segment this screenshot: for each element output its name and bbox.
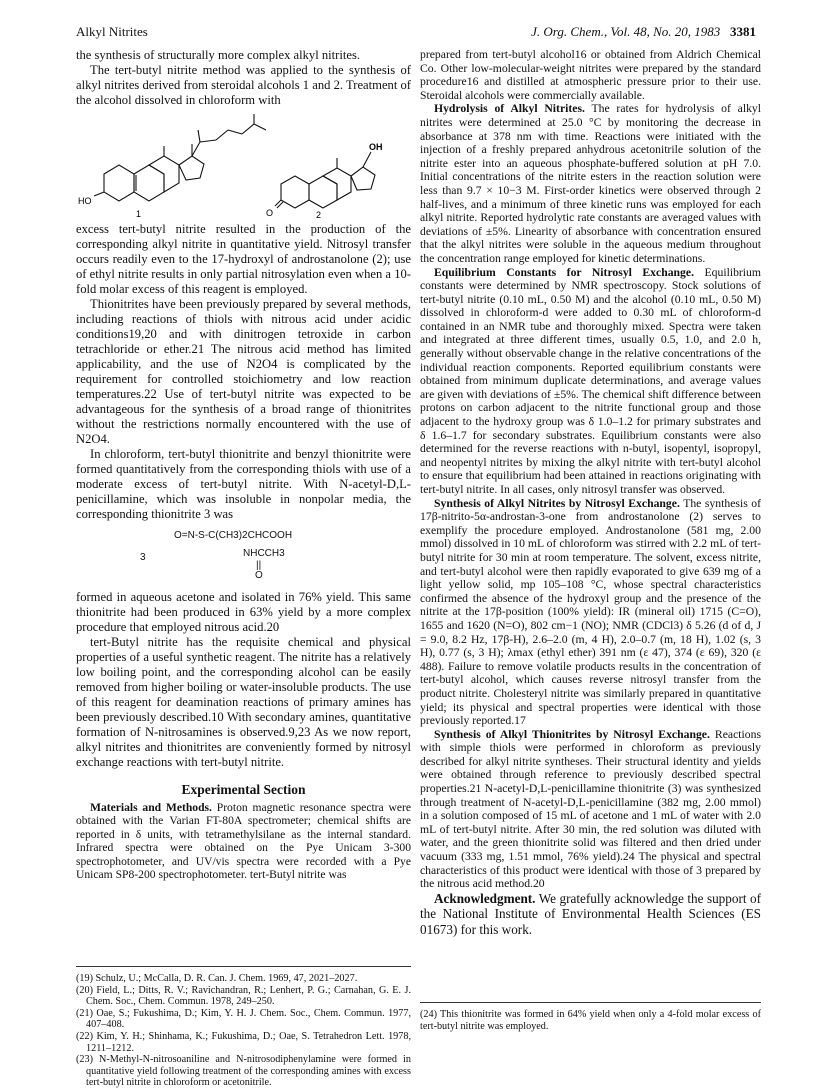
paragraph: the synthesis of structurally more complex alkyl nitrites. bbox=[76, 48, 360, 62]
structure-line: O=N-S-C(CH3)2CHCOOH bbox=[174, 530, 293, 541]
paragraph: tert-Butyl nitrite has the requisite chemical and physical properties of a useful synthetic reagent. The nitrite has a relatively low boiling point, and the corresponding alcohol can be easily removed from higher boiling or water-insoluble products. The use of this reagent for deamination reactions of primary amines has been previously described.10 With secondary amines, quantitative formation of N-nitrosamines is observed.9,23 As we now report, alkyl nitrites and thionitrites are conveniently formed by nitrosyl exchange reactions with tert-butyl nitrite. bbox=[76, 635, 411, 769]
section-title: Experimental Section bbox=[181, 782, 306, 797]
paragraph-text: The synthesis of 17β-nitrito-5α-androstan-3-one from androstanolone (2) serves to exemplify the procedure employed. Androstanolone (581 mg, 2.00 mmol) dissolved in 10 mL of chloroform was stirred with 2.2 mL of tert-butyl nitrite for 30 min at room temperature. The solvent, excess nitrite, and tert-butyl alcohol were then rapidly evaporated to give 639 mg of a light yellow solid, mp 105–108 °C, whose spectral characteristics confirmed the absence of the hydroxyl group and the presence of the nitrite at the 17β-position (100% yield): IR (mineral oil) 1715 (C=O), 1655 and 1620 (N=O), 802 cm−1 (NO); NMR (CDCl3) δ 5.26 (d of d, J = 9.0, 8.2 Hz, 17β-H), 2.6–2.0 (m, 4 H), 2.0–0.7 (m, 18 H), 1.02 (s, 3 H), 0.77 (s, 3 H); λmax (ethyl ether) 391 nm (ε 47), 374 (ε 69), 320 (ε 488). Failure to remove volatile products results in the concentration of tert-butyl alcohol, which causes reverse nitrosyl transfer from the product nitrite. Cholesteryl nitrite was similarly prepared in quantitative yield; its physical and spectral properties were identical with those previously reported.17 bbox=[420, 496, 761, 728]
thionitrite-structure-3 bbox=[76, 526, 411, 586]
run-in-heading: Acknowledgment. bbox=[434, 890, 536, 906]
ring-d-2 bbox=[351, 167, 375, 190]
run-in-heading: Materials and Methods. bbox=[90, 801, 212, 814]
structure-oxygen: O bbox=[255, 570, 263, 581]
paragraph bbox=[76, 801, 411, 881]
paragraph: excess tert-butyl nitrite resulted in the production of the corresponding alkyl nitrite in quantitative yield. Nitrosyl transfer occurs readily even to the 17-hydroxyl of androstanolone (2); use of ethyl nitrite results in only partial nitrosylation even when a 10-fold molar excess of this reagent is employed. bbox=[76, 222, 411, 296]
paragraph bbox=[420, 266, 761, 497]
ring-b-2 bbox=[309, 176, 337, 208]
right-column bbox=[420, 48, 761, 937]
run-in-heading: Hydrolysis of Alkyl Nitrites. bbox=[434, 102, 585, 116]
footnote: (21) Oae, S.; Fukushima, D.; Kim, Y. H. J. Chem. Soc., Chem. Commun. 1977, 407–408. bbox=[76, 1007, 411, 1031]
steroid-structures-figure bbox=[76, 112, 411, 220]
journal-name: J. Org. Chem., Vol. 48, No. 20, 1983 bbox=[531, 24, 721, 39]
paragraph-text: We gratefully acknowledge the support of the National Institute of Environmental Health Sciences (ES 01673) for this work. bbox=[420, 890, 761, 937]
structure-line: NHCCH3 bbox=[243, 548, 285, 559]
running-header bbox=[76, 24, 756, 42]
journal-citation bbox=[531, 24, 756, 40]
hydroxyl-label: HO bbox=[78, 196, 92, 206]
ring-c-2 bbox=[323, 168, 351, 200]
run-in-heading: Synthesis of Alkyl Thionitrites by Nitrosyl Exchange. bbox=[434, 727, 710, 741]
hydroxyl-label-17: OH bbox=[369, 142, 383, 152]
ketone-label: O bbox=[266, 208, 274, 218]
double-bond: || bbox=[256, 560, 262, 571]
paragraph: prepared from tert-butyl alcohol16 or obtained from Aldrich Chemical Co. Other low-molecular-weight nitrites were prepared by the standard procedure16 and distilled at atmospheric pressure prior to their use. Steroidal alcohols were commercially available. bbox=[420, 48, 761, 102]
paragraph bbox=[420, 497, 761, 728]
ring-b bbox=[134, 165, 164, 201]
left-column bbox=[76, 48, 411, 881]
footnote-rule bbox=[76, 966, 411, 967]
running-title: Alkyl Nitrites bbox=[76, 24, 148, 39]
footnote: (22) Kim, Y. H.; Shinhama, K.; Fukushima, D.; Oae, S. Tetrahedron Lett. 1978, 1211–1212. bbox=[76, 1030, 411, 1054]
paragraph-text: The rates for hydrolysis of alkyl nitrites were determined at 25.0 °C by monitoring the decrease in absorbance at 378 nm with time. Reactions were initiated with the injection of a freshly prepared anhydrous acetonitrile solution of the nitrite ester into an aqueous phosphate-buffered solution at pH 7.0. Initial concentrations of the nitrite esters in the reaction solution were less than 9.7 × 10−3 M. First-order kinetics were observed through 2 half-lives, and a minimum of three kinetic runs was employed for each alkyl nitrite. Reported hydrolytic rate constants are averaged values with deviations of ±5%. Linearity of absorbance with concentration ensured that the alkyl nitrites were soluble in the aqueous medium throughout the concentration range employed for kinetic determinations. bbox=[420, 102, 761, 265]
ring-a bbox=[104, 165, 134, 201]
paragraph: The tert-butyl nitrite method was applied to the synthesis of alkyl nitrites derived from steroidal alcohols 1 and 2. Treatment of the alcohol dissolved in chloroform with bbox=[76, 63, 411, 107]
footnote-rule bbox=[420, 1002, 761, 1003]
compound-number-1: 1 bbox=[136, 209, 142, 219]
compound-number-2: 2 bbox=[316, 210, 322, 220]
page-number: 3381 bbox=[730, 24, 756, 39]
paragraph-text: Proton magnetic resonance spectra were obtained with the Varian FT-80A spectrometer; chemical shifts are reported in δ units, with tetramethylsilane as the internal standard. Infrared spectra were obtained on the Pye Unicam 3-300 spectrophotometer, and UV/vis spectra were recorded with a Pye Unicam SP8-200 spectrophotometer. tert-Butyl nitrite was bbox=[76, 801, 412, 882]
footnote: (19) Schulz, U.; McCalla, D. R. Can. J. Chem. 1969, 47, 2021–2027. bbox=[76, 973, 358, 984]
acknowledgment bbox=[420, 891, 761, 938]
ring-c bbox=[149, 156, 179, 192]
run-in-heading: Synthesis of Alkyl Nitrites by Nitrosyl Exchange. bbox=[434, 496, 680, 510]
footnotes-left bbox=[76, 966, 411, 1089]
paragraph bbox=[420, 728, 761, 891]
ring-d bbox=[179, 156, 204, 180]
run-in-heading: Equilibrium Constants for Nitrosyl Exchange. bbox=[434, 265, 695, 279]
paragraph: Thionitrites have been previously prepared by several methods, including reactions of thiols with nitrous acid under acidic conditions19,20 and with dinitrogen tetroxide in carbon tetrachloride or ether.21 The nitrous acid method has limited applicability, and the use of N2O4 is complicated by the requirement for controlled stoichiometry and low reaction temperatures.22 Use of tert-butyl nitrite was expected to be advantageous for the synthesis of a broad range of thionitrites without the restrictions normally encountered with the use of N2O4. bbox=[76, 297, 411, 446]
compound-number-3: 3 bbox=[140, 552, 146, 563]
paragraph-text: Reactions with simple thiols were performed in chloroform as previously described for alkyl nitrite syntheses. Their structural identity and yields were obtained through reference to previously described spectral properties.21 N-acetyl-D,L-penicillamine thionitrite (3) was synthesized through treatment of N-acetyl-D,L-penicillamine (382 mg, 2.00 mmol) in a solution composed of 15 mL of acetone and 1 mL of water with 2.0 mL of tert-butyl nitrite. After 30 min, the red solution was diluted with water, and the green thionitrite solid was filtered and then dried under vacuum (333 mg, 1.51 mmol, 76% yield).24 The physical and spectral characteristics of this product were identical with those of 3 prepared by the nitrous acid method.20 bbox=[420, 727, 761, 891]
footnote: (23) N-Methyl-N-nitrosoaniline and N-nitrosodiphenylamine were formed in quantitative yield following treatment of the corresponding amines with excess tert-butyl nitrite in chloroform or acetonitrile. bbox=[76, 1054, 411, 1089]
paragraph: In chloroform, tert-butyl thionitrite and benzyl thionitrite were formed quantitatively from the corresponding thiols with use of a moderate excess of tert-butyl nitrite. With N-acetyl-D,L-penicillamine, which was insoluble in nonpolar media, the corresponding thionitrite 3 was bbox=[76, 447, 411, 521]
ring-a-2 bbox=[281, 176, 309, 208]
footnotes-right bbox=[420, 1002, 761, 1032]
paragraph: formed in aqueous acetone and isolated in 76% yield. This same thionitrite had been produced in 63% yield by a more complex procedure that employed nitrous acid.20 bbox=[76, 590, 411, 634]
footnote: (20) Field, L.; Ditts, R. V.; Ravichandran, R.; Lenhert, P. G.; Carnahan, G. E. J. Chem. Soc., Chem. Commun. 1978, 249–250. bbox=[76, 984, 411, 1008]
footnote: (24) This thionitrite was formed in 64% yield when only a 4-fold molar excess of tert-butyl nitrite was employed. bbox=[420, 1009, 761, 1032]
paragraph bbox=[420, 102, 761, 265]
paragraph-text: Equilibrium constants were determined by NMR spectroscopy. Stock solutions of tert-butyl nitrite (0.10 mL, 0.50 M) and the alcohol (0.10 mL, 0.50 M) dissolved in chloroform-d were added to 0.30 mL of chloroform-d contained in an NMR tube and thoroughly mixed. Spectra were taken and integrated at three different times, usually 0.5, 1.0, and 2.0 h, generally without observable change in the relative concentrations of the individual reaction components. Reported equilibrium constants were obtained from minimum duplicate determinations, and average values are given with deviations of ±5%. The chemical shift difference between protons on carbon adjacent to the nitrite functional group and those adjacent to the hydroxy group was δ 1.0–1.2 for primary substrates and δ 1.6–1.7 for secondary substrates. Equilibrium constants were also determined for the reverse reactions with n-butyl, isopentyl, isopropyl, and neopentyl nitrites by mixing the alkyl nitrite with tert-butyl alcohol to ensure that equilibrium had been attained in reactions originating with tert-butyl nitrite. In all cases, only nitrosyl transfer was observed. bbox=[420, 265, 761, 496]
